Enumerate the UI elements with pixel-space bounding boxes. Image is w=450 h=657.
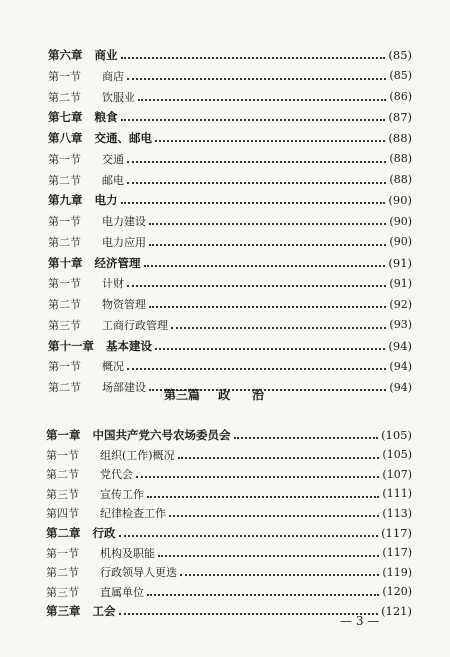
dot-leader [127,161,386,163]
entry-number: 第一节 [48,360,81,374]
entry-title: 机构及职能 [100,546,155,560]
toc-section-entry [48,211,412,231]
entry-page: (88) [389,173,412,186]
toc-section-entry [48,294,412,314]
dot-leader [121,57,386,59]
dot-leader [138,99,386,101]
toc-section-entry [46,464,412,484]
part-heading [0,386,450,403]
entry-page: (91) [389,276,412,290]
dot-leader [127,285,386,287]
toc-chapter-entry [48,107,412,127]
entry-page: (113) [382,506,412,520]
entry-number: 第一节 [48,69,81,83]
dot-leader [178,457,380,459]
entry-title: 经济管理 [94,255,141,270]
entry-title: 宣传工作 [100,487,144,501]
entry-number: 第一节 [48,152,81,166]
entry-title: 物资管理 [102,298,146,311]
toc-chapter-entry [46,425,412,445]
entry-title: 党代会 [100,468,133,482]
entry-page: (119) [382,565,412,579]
entry-page: (94) [389,359,412,373]
entry-number: 第一节 [46,448,79,462]
entry-title: 饮服业 [102,90,135,104]
toc-section-entry [48,66,412,86]
entry-number: 第九章 [48,193,83,208]
entry-page: (86) [389,90,412,103]
entry-number: 第三节 [46,585,79,599]
toc-chapter-entry [48,336,412,356]
entry-page: (105) [382,448,412,462]
entry-number: 第一节 [48,277,81,291]
entry-title: 电力建设 [102,215,146,228]
toc-chapter-entry [48,190,412,210]
entry-title: 电力应用 [102,235,146,249]
entry-title: 概况 [102,360,124,374]
entry-title: 商业 [94,48,118,62]
dot-leader [158,555,379,557]
entry-page: (117) [381,526,412,540]
toc-chapter-entry [48,128,412,148]
entry-page: (90) [389,214,412,228]
toc-section-entry [48,232,412,252]
entry-title: 直属单位 [100,585,144,599]
entry-number: 第二节 [48,235,81,249]
toc-chapter-entry [48,253,412,273]
entry-title: 工商行政管理 [102,318,168,332]
page-number: — 3 — [340,614,380,628]
entry-page: (85) [388,48,412,62]
dot-leader [147,594,379,596]
entry-number: 第八章 [48,131,83,145]
dot-leader [127,368,386,370]
entry-number: 第二节 [48,90,81,104]
entry-number: 第七章 [48,110,83,125]
entry-page: (94) [388,338,412,353]
entry-number: 第十章 [48,255,83,270]
entry-page: (120) [382,585,412,599]
entry-page: (87) [388,110,412,125]
toc-section-entry [46,582,412,602]
entry-page: (85) [389,69,412,83]
entry-page: (111) [382,487,412,501]
entry-number: 第四节 [46,507,79,521]
entry-title: 组织(工作)概况 [100,448,175,462]
dot-leader [234,437,379,439]
entry-number: 第二节 [46,468,79,482]
part-title: 政治 [218,388,287,402]
entry-number: 第二节 [46,566,79,580]
entry-number: 第二节 [48,173,81,187]
entry-page: (92) [389,297,412,311]
entry-title: 粮食 [94,110,118,125]
entry-title: 电力 [94,193,118,208]
part-number: 第三篇 [163,388,200,402]
toc-chapter-entry [48,45,412,65]
dot-leader [149,306,386,308]
entry-title: 商店 [102,69,124,83]
dot-leader [127,182,386,184]
dot-leader [147,496,379,498]
dot-leader [155,140,385,142]
toc-section-entry [48,356,412,376]
entry-page: (88) [389,152,412,166]
dot-leader [149,223,386,225]
toc-section-entry [46,562,412,582]
toc-section-entry [48,273,412,293]
entry-page: (88) [388,131,412,145]
toc-section-entry [46,543,412,563]
entry-number: 第一节 [48,215,81,228]
entry-number: 第六章 [48,48,83,62]
dot-leader [119,535,379,537]
entry-title: 行政领导人更迭 [100,566,177,580]
toc-section-entry [48,149,412,169]
entry-number: 第三节 [46,487,79,501]
entry-title: 邮电 [102,173,124,187]
entry-page: (117) [382,546,412,560]
dot-leader [155,348,385,350]
entry-title: 场部建设 [102,381,146,394]
dot-leader [127,78,386,80]
entry-number: 第一章 [46,428,81,442]
entry-page: (90) [389,235,412,249]
entry-title: 纪律检查工作 [100,507,166,521]
entry-title: 行政 [92,526,116,540]
entry-number: 第二章 [46,526,81,540]
entry-number: 第二节 [48,298,81,311]
entry-title: 中国共产党六号农场委员会 [92,428,231,442]
entry-page: (105) [381,428,412,442]
toc-section-entry [48,170,412,190]
dot-leader [121,119,386,121]
toc-section-entry [46,445,412,465]
entry-page: (121) [381,604,412,619]
dot-leader [144,265,386,267]
toc-section-entry [48,87,412,107]
entry-number: 第三章 [46,604,81,619]
toc-section-entry [48,315,412,335]
entry-number: 第二节 [48,381,81,394]
entry-title: 计财 [102,277,124,291]
entry-page: (94) [389,380,412,394]
entry-number: 第一节 [46,546,79,560]
toc-section-entry [46,503,412,523]
entry-page: (93) [389,318,412,332]
dot-leader [169,515,379,517]
entry-title: 交通、邮电 [94,131,152,145]
dot-leader [171,327,386,329]
toc-chapter-entry [46,523,412,543]
entry-number: 第十一章 [48,338,94,353]
entry-page: (91) [388,255,412,270]
entry-title: 基本建设 [106,338,152,353]
dot-leader [136,476,379,478]
dot-leader [180,574,379,576]
entry-number: 第三节 [48,318,81,332]
dot-leader [121,202,386,204]
entry-title: 工会 [92,604,116,619]
dot-leader [149,244,386,246]
entry-page: (107) [382,467,412,481]
entry-title: 交通 [102,152,124,166]
toc-section-entry [46,484,412,504]
entry-page: (90) [388,193,412,208]
